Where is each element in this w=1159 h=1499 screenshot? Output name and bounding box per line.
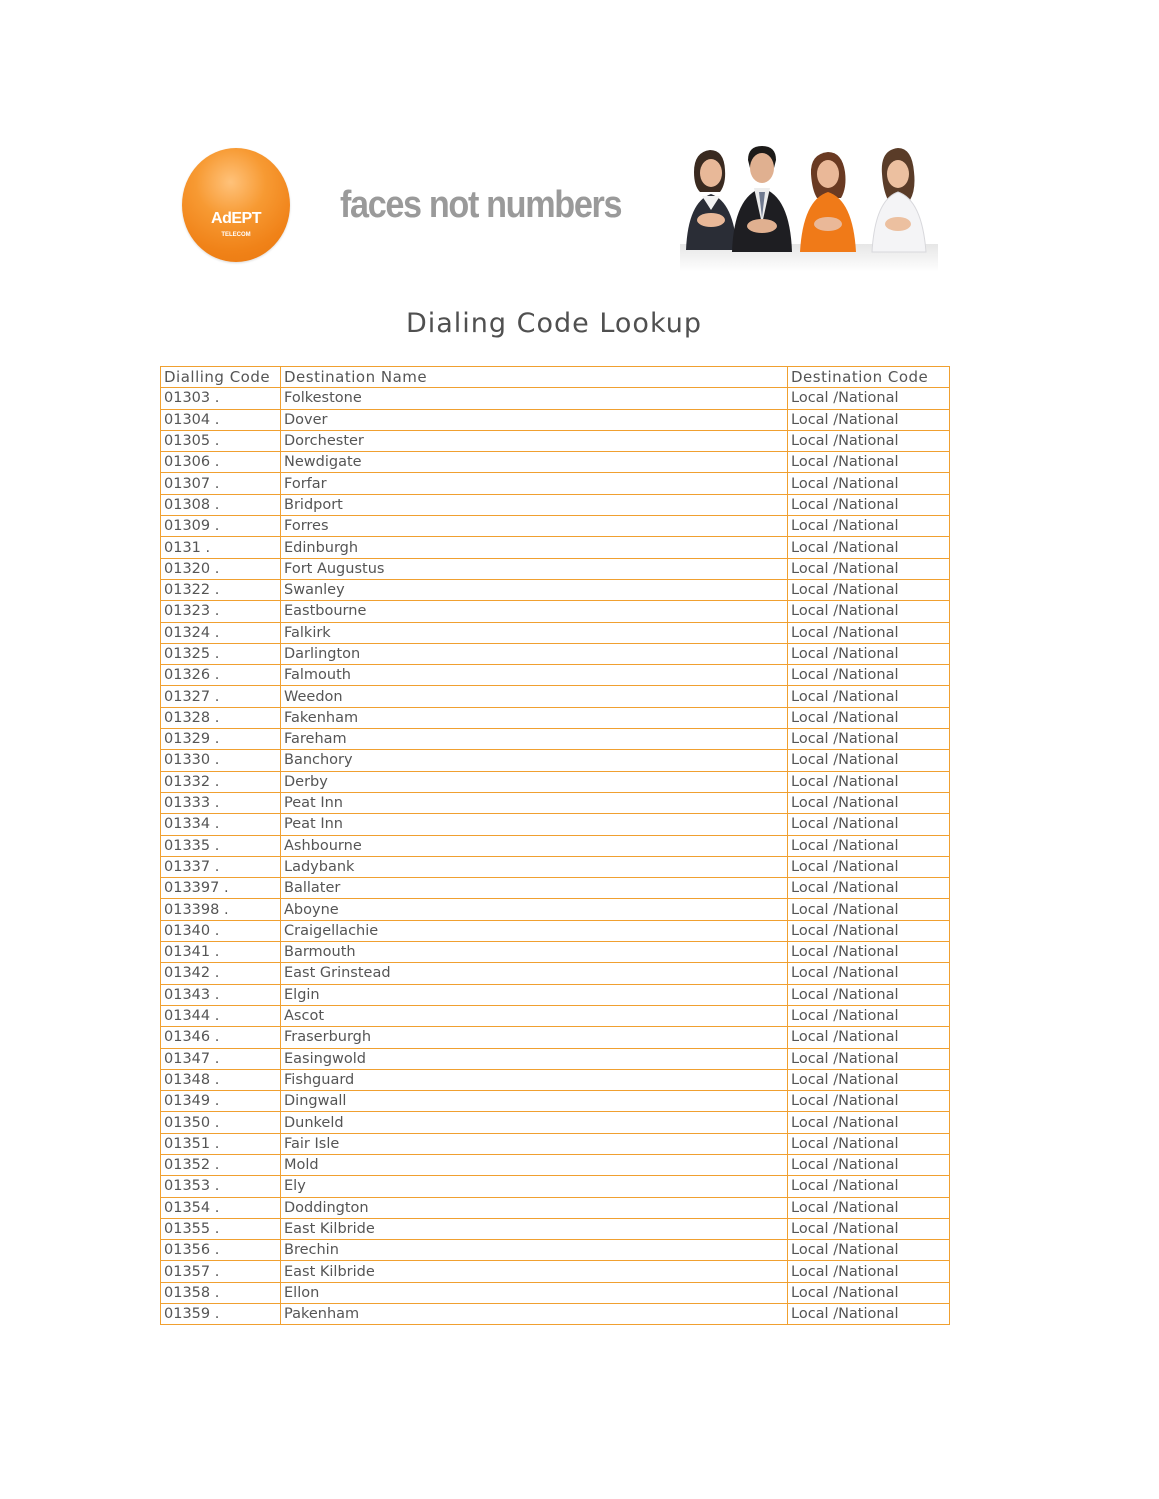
destination-code-cell: Local /National: [788, 537, 950, 558]
dialling-code-cell: 01348 .: [161, 1069, 281, 1090]
destination-code-cell: Local /National: [788, 750, 950, 771]
table-row: [161, 729, 950, 750]
table-row: [161, 984, 950, 1005]
table-row: [161, 1154, 950, 1175]
dialling-code-cell: 01354 .: [161, 1197, 281, 1218]
destination-code-cell: Local /National: [788, 388, 950, 409]
table-header-row: [161, 367, 950, 388]
destination-name-cell: Edinburgh: [281, 537, 788, 558]
destination-name-cell: Falkirk: [281, 622, 788, 643]
destination-code-cell: Local /National: [788, 1197, 950, 1218]
destination-name-cell: Peat Inn: [281, 792, 788, 813]
destination-name-cell: Craigellachie: [281, 920, 788, 941]
table-row: [161, 601, 950, 622]
destination-name-cell: Ladybank: [281, 856, 788, 877]
destination-name-cell: Swanley: [281, 579, 788, 600]
dialling-code-cell: 01352 .: [161, 1154, 281, 1175]
dialling-code-cell: 01308 .: [161, 494, 281, 515]
destination-name-cell: Elgin: [281, 984, 788, 1005]
destination-code-cell: Local /National: [788, 835, 950, 856]
destination-name-cell: Dunkeld: [281, 1112, 788, 1133]
table-row: [161, 686, 950, 707]
destination-name-cell: Dover: [281, 409, 788, 430]
dialling-code-cell: 01324 .: [161, 622, 281, 643]
table-row: [161, 1112, 950, 1133]
table-row: [161, 452, 950, 473]
table-row: [161, 942, 950, 963]
table-row: [161, 1091, 950, 1112]
destination-name-cell: East Grinstead: [281, 963, 788, 984]
destination-code-cell: Local /National: [788, 1282, 950, 1303]
destination-name-cell: Forfar: [281, 473, 788, 494]
table-row: [161, 1261, 950, 1282]
destination-code-cell: Local /National: [788, 814, 950, 835]
destination-code-cell: Local /National: [788, 409, 950, 430]
table-row: [161, 1240, 950, 1261]
table-row: [161, 1027, 950, 1048]
dialling-code-cell: 01329 .: [161, 729, 281, 750]
table-row: [161, 1048, 950, 1069]
destination-code-cell: Local /National: [788, 707, 950, 728]
destination-code-cell: Local /National: [788, 920, 950, 941]
dialling-code-cell: 01340 .: [161, 920, 281, 941]
destination-code-cell: Local /National: [788, 622, 950, 643]
destination-code-cell: Local /National: [788, 516, 950, 537]
destination-code-cell: Local /National: [788, 1240, 950, 1261]
destination-code-cell: Local /National: [788, 1091, 950, 1112]
dialling-code-cell: 01328 .: [161, 707, 281, 728]
destination-code-cell: Local /National: [788, 1154, 950, 1175]
person-3: [800, 152, 856, 252]
destination-name-cell: Fraserburgh: [281, 1027, 788, 1048]
destination-code-cell: Local /National: [788, 452, 950, 473]
person-1: [686, 150, 737, 250]
table-row: [161, 409, 950, 430]
destination-code-cell: Local /National: [788, 942, 950, 963]
destination-name-cell: Fishguard: [281, 1069, 788, 1090]
team-photo: [680, 140, 938, 272]
destination-code-cell: Local /National: [788, 494, 950, 515]
destination-name-cell: Folkestone: [281, 388, 788, 409]
table-body: [161, 388, 950, 1325]
table-row: [161, 920, 950, 941]
destination-code-cell: Local /National: [788, 1133, 950, 1154]
table-row: [161, 558, 950, 579]
table-row: [161, 1005, 950, 1026]
destination-code-cell: Local /National: [788, 473, 950, 494]
destination-name-cell: Weedon: [281, 686, 788, 707]
destination-name-cell: Barmouth: [281, 942, 788, 963]
destination-name-cell: Fair Isle: [281, 1133, 788, 1154]
dialling-code-cell: 013397 .: [161, 878, 281, 899]
column-header-destination-code: Destination Code: [788, 367, 950, 388]
table-row: [161, 1282, 950, 1303]
table-row: [161, 1304, 950, 1325]
table-row: [161, 622, 950, 643]
table-row: [161, 1133, 950, 1154]
logo-sub-text: TELECOM: [221, 232, 251, 238]
dialling-code-cell: 01304 .: [161, 409, 281, 430]
destination-name-cell: Dorchester: [281, 430, 788, 451]
dialling-code-cell: 01305 .: [161, 430, 281, 451]
table-row: [161, 579, 950, 600]
destination-code-cell: Local /National: [788, 430, 950, 451]
dialling-code-cell: 01309 .: [161, 516, 281, 537]
table-row: [161, 856, 950, 877]
dialling-code-cell: 01347 .: [161, 1048, 281, 1069]
dialling-code-cell: 01349 .: [161, 1091, 281, 1112]
destination-name-cell: Pakenham: [281, 1304, 788, 1325]
dialling-code-cell: 01351 .: [161, 1133, 281, 1154]
destination-name-cell: Ashbourne: [281, 835, 788, 856]
logo-brand-text: AdEPT: [211, 210, 261, 227]
table-row: [161, 537, 950, 558]
adept-telecom-logo: [182, 148, 290, 262]
dialling-code-cell: 01337 .: [161, 856, 281, 877]
destination-code-cell: Local /National: [788, 1027, 950, 1048]
destination-code-cell: Local /National: [788, 558, 950, 579]
column-header-destination-name: Destination Name: [281, 367, 788, 388]
destination-name-cell: Easingwold: [281, 1048, 788, 1069]
destination-name-cell: Peat Inn: [281, 814, 788, 835]
dialling-code-cell: 01320 .: [161, 558, 281, 579]
dialling-code-cell: 01323 .: [161, 601, 281, 622]
destination-code-cell: Local /National: [788, 601, 950, 622]
page-header: [0, 0, 1159, 290]
table-row: [161, 750, 950, 771]
destination-code-cell: Local /National: [788, 1261, 950, 1282]
table-row: [161, 494, 950, 515]
destination-code-cell: Local /National: [788, 1218, 950, 1239]
dialling-code-cell: 01335 .: [161, 835, 281, 856]
dialling-code-cell: 01343 .: [161, 984, 281, 1005]
destination-name-cell: Bridport: [281, 494, 788, 515]
dialling-code-cell: 01303 .: [161, 388, 281, 409]
destination-code-cell: Local /National: [788, 1005, 950, 1026]
destination-code-cell: Local /National: [788, 771, 950, 792]
dialling-code-cell: 01353 .: [161, 1176, 281, 1197]
destination-name-cell: Ellon: [281, 1282, 788, 1303]
table-row: [161, 771, 950, 792]
destination-code-cell: Local /National: [788, 643, 950, 664]
table-row: [161, 835, 950, 856]
destination-code-cell: Local /National: [788, 1112, 950, 1133]
table-row: [161, 707, 950, 728]
dialling-code-cell: 01307 .: [161, 473, 281, 494]
table-row: [161, 792, 950, 813]
destination-code-cell: Local /National: [788, 878, 950, 899]
destination-code-cell: Local /National: [788, 1048, 950, 1069]
dialling-code-cell: 01341 .: [161, 942, 281, 963]
dialling-code-cell: 01358 .: [161, 1282, 281, 1303]
destination-name-cell: Newdigate: [281, 452, 788, 473]
destination-code-cell: Local /National: [788, 963, 950, 984]
table-row: [161, 388, 950, 409]
table-row: [161, 665, 950, 686]
destination-code-cell: Local /National: [788, 1176, 950, 1197]
destination-name-cell: Mold: [281, 1154, 788, 1175]
destination-name-cell: East Kilbride: [281, 1261, 788, 1282]
destination-name-cell: Banchory: [281, 750, 788, 771]
person-2: [732, 146, 792, 252]
destination-code-cell: Local /National: [788, 1304, 950, 1325]
page-title: Dialing Code Lookup: [405, 308, 703, 339]
destination-name-cell: Brechin: [281, 1240, 788, 1261]
destination-name-cell: Darlington: [281, 643, 788, 664]
dialling-code-cell: 01350 .: [161, 1112, 281, 1133]
table-row: [161, 473, 950, 494]
destination-code-cell: Local /National: [788, 579, 950, 600]
destination-name-cell: Forres: [281, 516, 788, 537]
dialling-code-cell: 01327 .: [161, 686, 281, 707]
table-row: [161, 430, 950, 451]
table-row: [161, 1176, 950, 1197]
dialing-code-table: [160, 366, 950, 1325]
dialling-code-cell: 01326 .: [161, 665, 281, 686]
dialling-code-cell: 01306 .: [161, 452, 281, 473]
destination-code-cell: Local /National: [788, 984, 950, 1005]
table-row: [161, 814, 950, 835]
destination-code-cell: Local /National: [788, 899, 950, 920]
destination-name-cell: Aboyne: [281, 899, 788, 920]
dialling-code-cell: 01332 .: [161, 771, 281, 792]
dialling-code-cell: 01330 .: [161, 750, 281, 771]
dialling-code-cell: 01342 .: [161, 963, 281, 984]
destination-name-cell: Fort Augustus: [281, 558, 788, 579]
destination-name-cell: Eastbourne: [281, 601, 788, 622]
dialling-code-cell: 013398 .: [161, 899, 281, 920]
dialling-code-cell: 0131 .: [161, 537, 281, 558]
column-header-dialling-code: Dialling Code: [161, 367, 281, 388]
destination-code-cell: Local /National: [788, 729, 950, 750]
destination-code-cell: Local /National: [788, 686, 950, 707]
destination-name-cell: Fareham: [281, 729, 788, 750]
destination-name-cell: Ely: [281, 1176, 788, 1197]
dialling-code-cell: 01355 .: [161, 1218, 281, 1239]
person-4: [872, 148, 926, 252]
dialling-code-cell: 01344 .: [161, 1005, 281, 1026]
table-row: [161, 1197, 950, 1218]
dialling-code-cell: 01359 .: [161, 1304, 281, 1325]
table-row: [161, 643, 950, 664]
table-row: [161, 516, 950, 537]
destination-name-cell: Doddington: [281, 1197, 788, 1218]
destination-code-cell: Local /National: [788, 665, 950, 686]
destination-code-cell: Local /National: [788, 1069, 950, 1090]
dialling-code-cell: 01334 .: [161, 814, 281, 835]
dialling-code-cell: 01346 .: [161, 1027, 281, 1048]
dialling-code-cell: 01357 .: [161, 1261, 281, 1282]
destination-name-cell: Fakenham: [281, 707, 788, 728]
table-row: [161, 1069, 950, 1090]
table-row: [161, 899, 950, 920]
destination-name-cell: Ascot: [281, 1005, 788, 1026]
table-row: [161, 1218, 950, 1239]
dialling-code-cell: 01333 .: [161, 792, 281, 813]
table-row: [161, 878, 950, 899]
destination-code-cell: Local /National: [788, 792, 950, 813]
destination-name-cell: East Kilbride: [281, 1218, 788, 1239]
tagline: faces not numbers: [340, 184, 622, 226]
destination-name-cell: Dingwall: [281, 1091, 788, 1112]
destination-code-cell: Local /National: [788, 856, 950, 877]
table-row: [161, 963, 950, 984]
destination-name-cell: Ballater: [281, 878, 788, 899]
dialling-code-cell: 01356 .: [161, 1240, 281, 1261]
destination-name-cell: Falmouth: [281, 665, 788, 686]
dialling-code-cell: 01325 .: [161, 643, 281, 664]
dialling-code-cell: 01322 .: [161, 579, 281, 600]
destination-name-cell: Derby: [281, 771, 788, 792]
